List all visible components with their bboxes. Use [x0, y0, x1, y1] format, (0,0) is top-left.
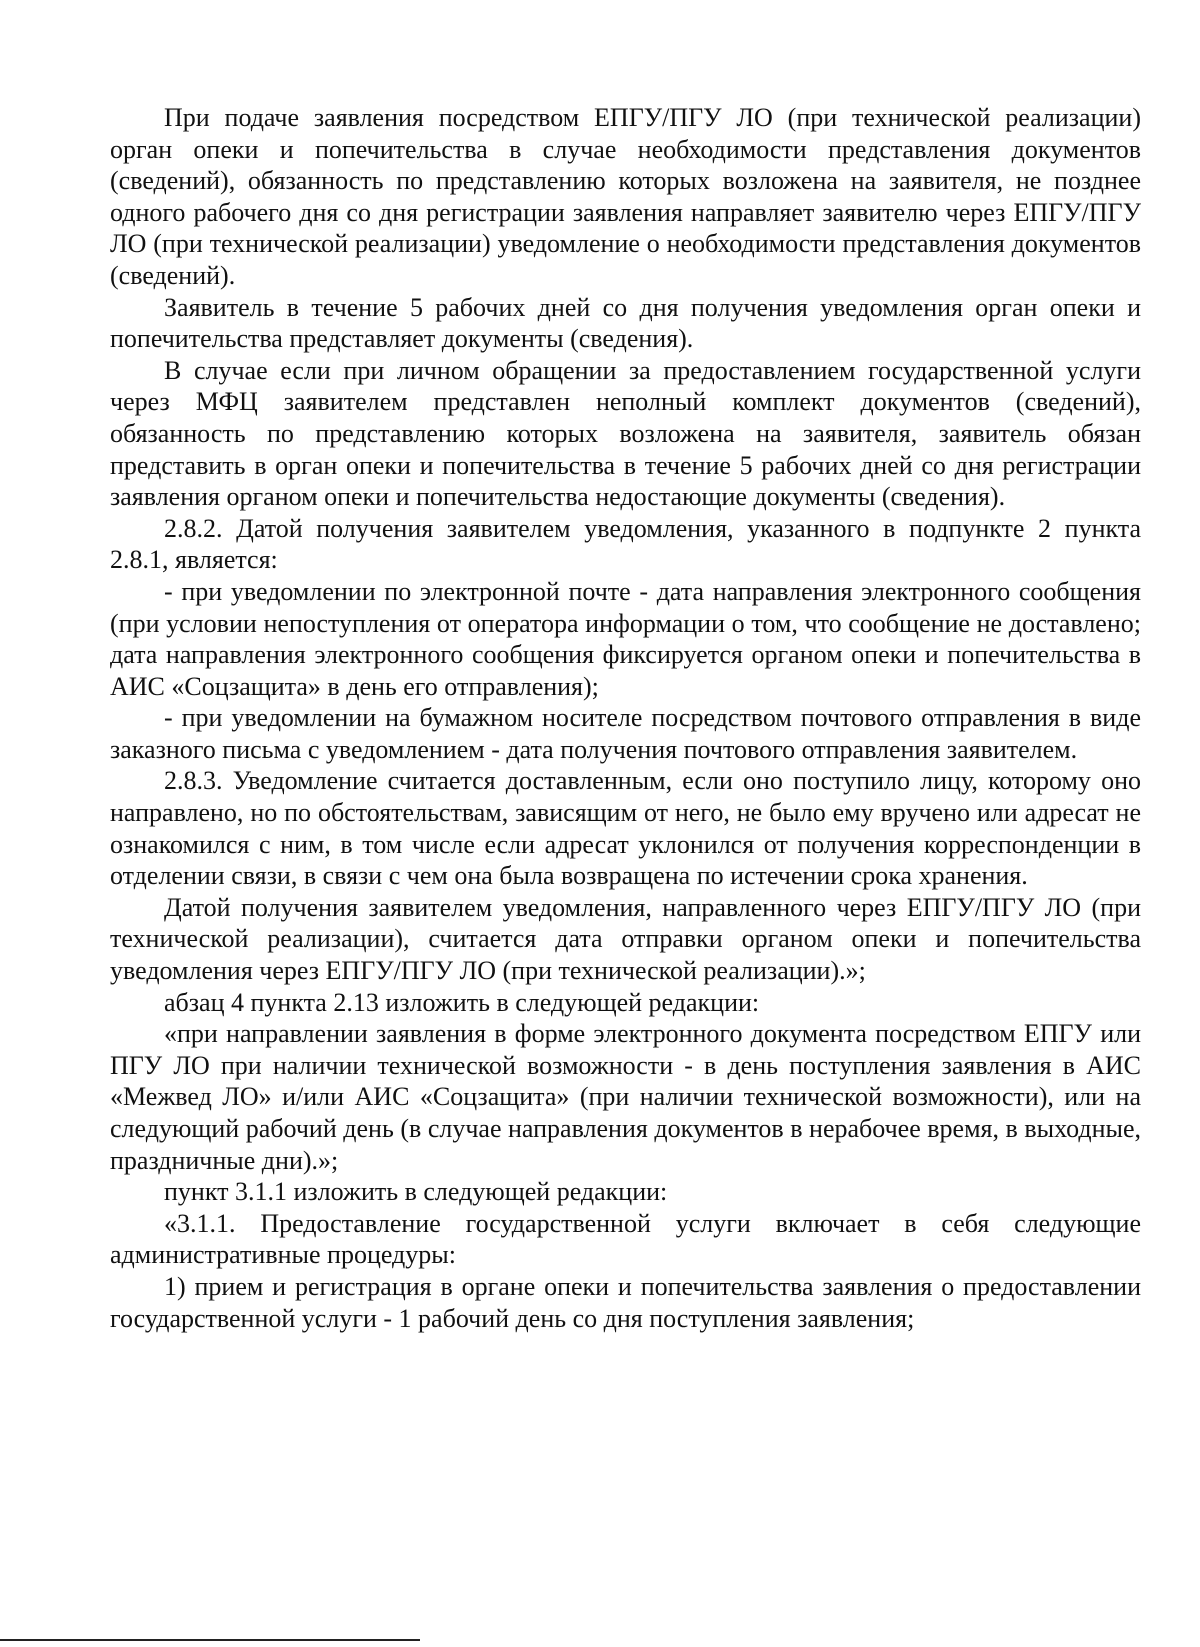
paragraph-applicant-5-days: Заявитель в течение 5 рабочих дней со дня получения уведомления орган опеки и попечительства представляет документы (сведения).: [110, 292, 1141, 354]
paragraph-paper-notice: - при уведомлении на бумажном носителе посредством почтового отправления в виде заказного письма с уведомлением - дата получения почтового отправления заявителем.: [110, 703, 1141, 764]
paragraph-mfc-incomplete: В случае если при личном обращении за предоставлением государственной услуги через МФЦ заявителем представлен неполный комплект документов (сведений), обязанность по представлению которых возложена на заявителя, заявитель обязан представить в орган опеки и попечительства в течение 5 рабочих дней со дня регистрации заявления органом опеки и попечительства недостающие документы (сведения).: [110, 355, 1141, 512]
paragraph-2-13-intro: абзац 4 пункта 2.13 изложить в следующей редакции:: [164, 987, 760, 1017]
document-body: [110, 102, 1141, 1334]
paragraph-3-1-1-intro: пункт 3.1.1 изложить в следующей редакции:: [164, 1177, 668, 1207]
scan-edge-line: [0, 1639, 420, 1641]
paragraph-procedure-1: 1) прием и регистрация в органе опеки и попечительства заявления о предоставлении государственной услуги - 1 рабочий день со дня поступления заявления;: [110, 1271, 1141, 1333]
paragraph-2-8-2: 2.8.2. Датой получения заявителем уведомления, указанного в подпункте 2 пункта 2.8.1, является:: [110, 513, 1141, 575]
paragraph-epgu-notice: При подаче заявления посредством ЕПГУ/ПГУ ЛО (при технической реализации) орган опеки и попечительства в случае необходимости представления документов (сведений), обязанность по представлению которых возложена на заявителя, не позднее одного рабочего дня со дня регистрации заявления направляет заявителю через ЕПГУ/ПГУ ЛО (при технической реализации) уведомление о необходимости представления документов (сведений).: [110, 103, 1141, 290]
paragraph-2-8-3: 2.8.3. Уведомление считается доставленным, если оно поступило лицу, которому оно направлено, но по обстоятельствам, зависящим от него, не было ему вручено или адресат не ознакомился с ним, в том числе если адресат уклонился от получения корреспонденции в отделении связи, в связи с чем она была возвращена по истечении срока хранения.: [110, 766, 1141, 891]
paragraph-epgu-date: Датой получения заявителем уведомления, направленного через ЕПГУ/ПГУ ЛО (при технической реализации), считается дата отправки органом опеки и попечительства уведомления через ЕПГУ/ПГУ ЛО (при технической реализации).»;: [110, 892, 1141, 986]
paragraph-2-13-text: «при направлении заявления в форме электронного документа посредством ЕПГУ или ПГУ ЛО при наличии технической возможности - в день поступления заявления в АИС «Межвед ЛО» и/или АИС «Соцзащита» (при наличии технической возможности), или на следующий рабочий день (в случае направления документов в нерабочее время, в выходные, праздничные дни).»;: [110, 1019, 1141, 1175]
paragraph-email-notice: - при уведомлении по электронной почте - дата направления электронного сообщения (при условии непоступления от оператора информации о том, что сообщение не доставлено; дата направления электронного сообщения фиксируется органом опеки и попечительства в АИС «Соцзащита» в день его отправления);: [110, 576, 1141, 701]
paragraph-3-1-1-text: «3.1.1. Предоставление государственной услуги включает в себя следующие административные процедуры:: [110, 1208, 1141, 1270]
